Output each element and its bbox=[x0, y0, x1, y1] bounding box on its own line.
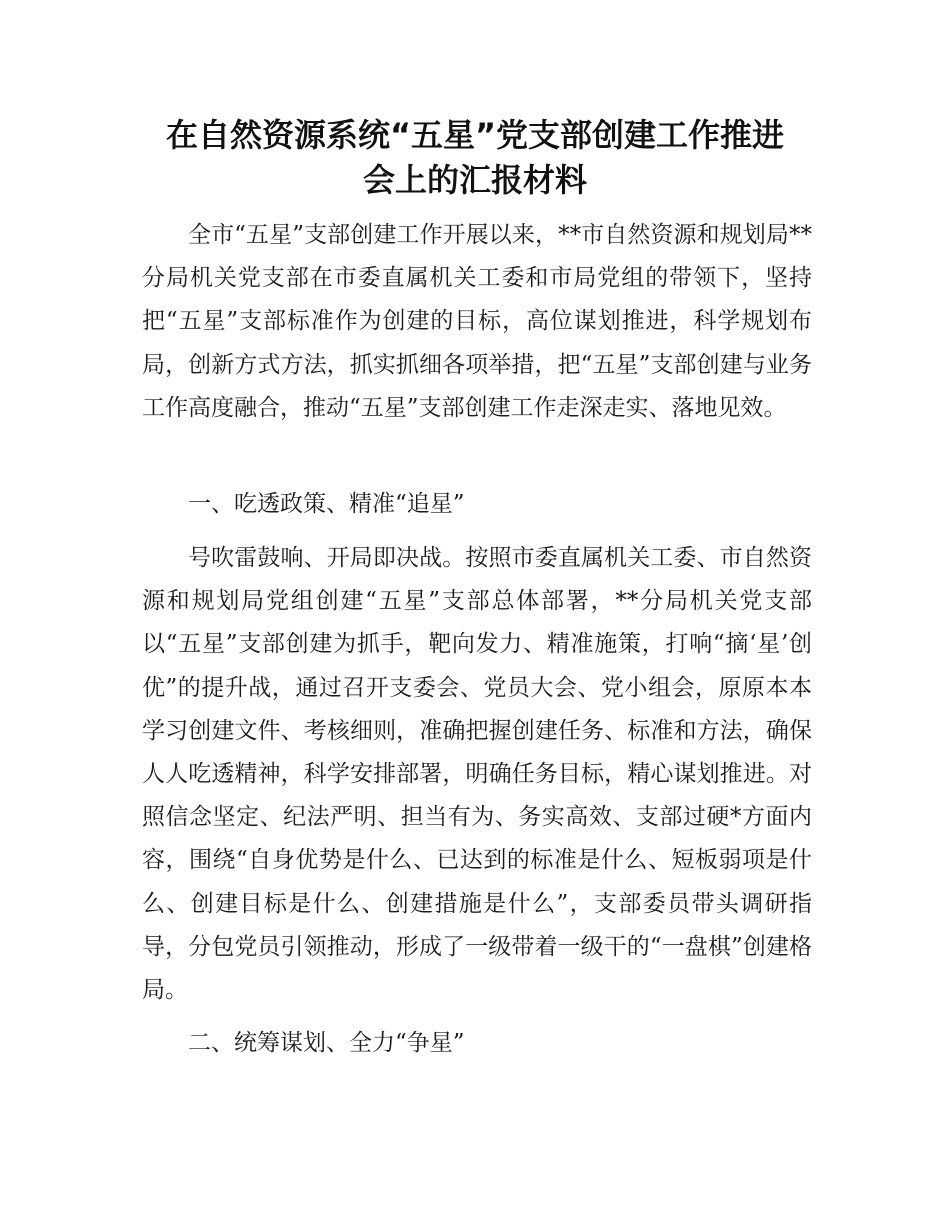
section-heading-2: 二、统筹谋划、全力“争星” bbox=[188, 1030, 465, 1056]
section-1-paragraph: 号吹雷鼓响、开局即决战。按照市委直属机关工委、市自然资源和规划局党组创建“五星”支部总体部署，**分局机关党支部以“五星”支部创建为抓手，靶向发力、精准施策，打响“摘‘星’创优”的提升战，通过召开支委会、党员大会、党小组会，原原本本学习创建文件、考核细则，准确把握创建任务、标准和方法，确保人人吃透精神，科学安排部署，明确任务目标，精心谋划推进。对照信念坚定、纪法严明、担当有为、务实高效、支部过硬*方面内容，围绕“自身优势是什么、已达到的标准是什么、短板弱项是什么、创建目标是什么、创建措施是什么”，支部委员带头调研指导，分包党员引领推动，形成了一级带着一级干的“一盘棋”创建格局。 bbox=[142, 545, 812, 1004]
document-title-line-1: 在自然资源系统“五星”党支部创建工作推进 bbox=[165, 116, 785, 154]
section-heading-1: 一、吃透政策、精准“追星” bbox=[188, 491, 465, 517]
document-title-line-2: 会上的汇报材料 bbox=[362, 161, 587, 199]
intro-paragraph: 全市“五星”支部创建工作开展以来，**市自然资源和规划局**分局机关党支部在市委直属机关工委和市局党组的带领下，坚持把“五星”支部标准作为创建的目标，高位谋划推进，科学规划布局，创新方式方法，抓实抓细各项举措，把“五星”支部创建与业务工作高度融合，推动“五星”支部创建工作走深走实、落地见效。 bbox=[142, 222, 812, 421]
